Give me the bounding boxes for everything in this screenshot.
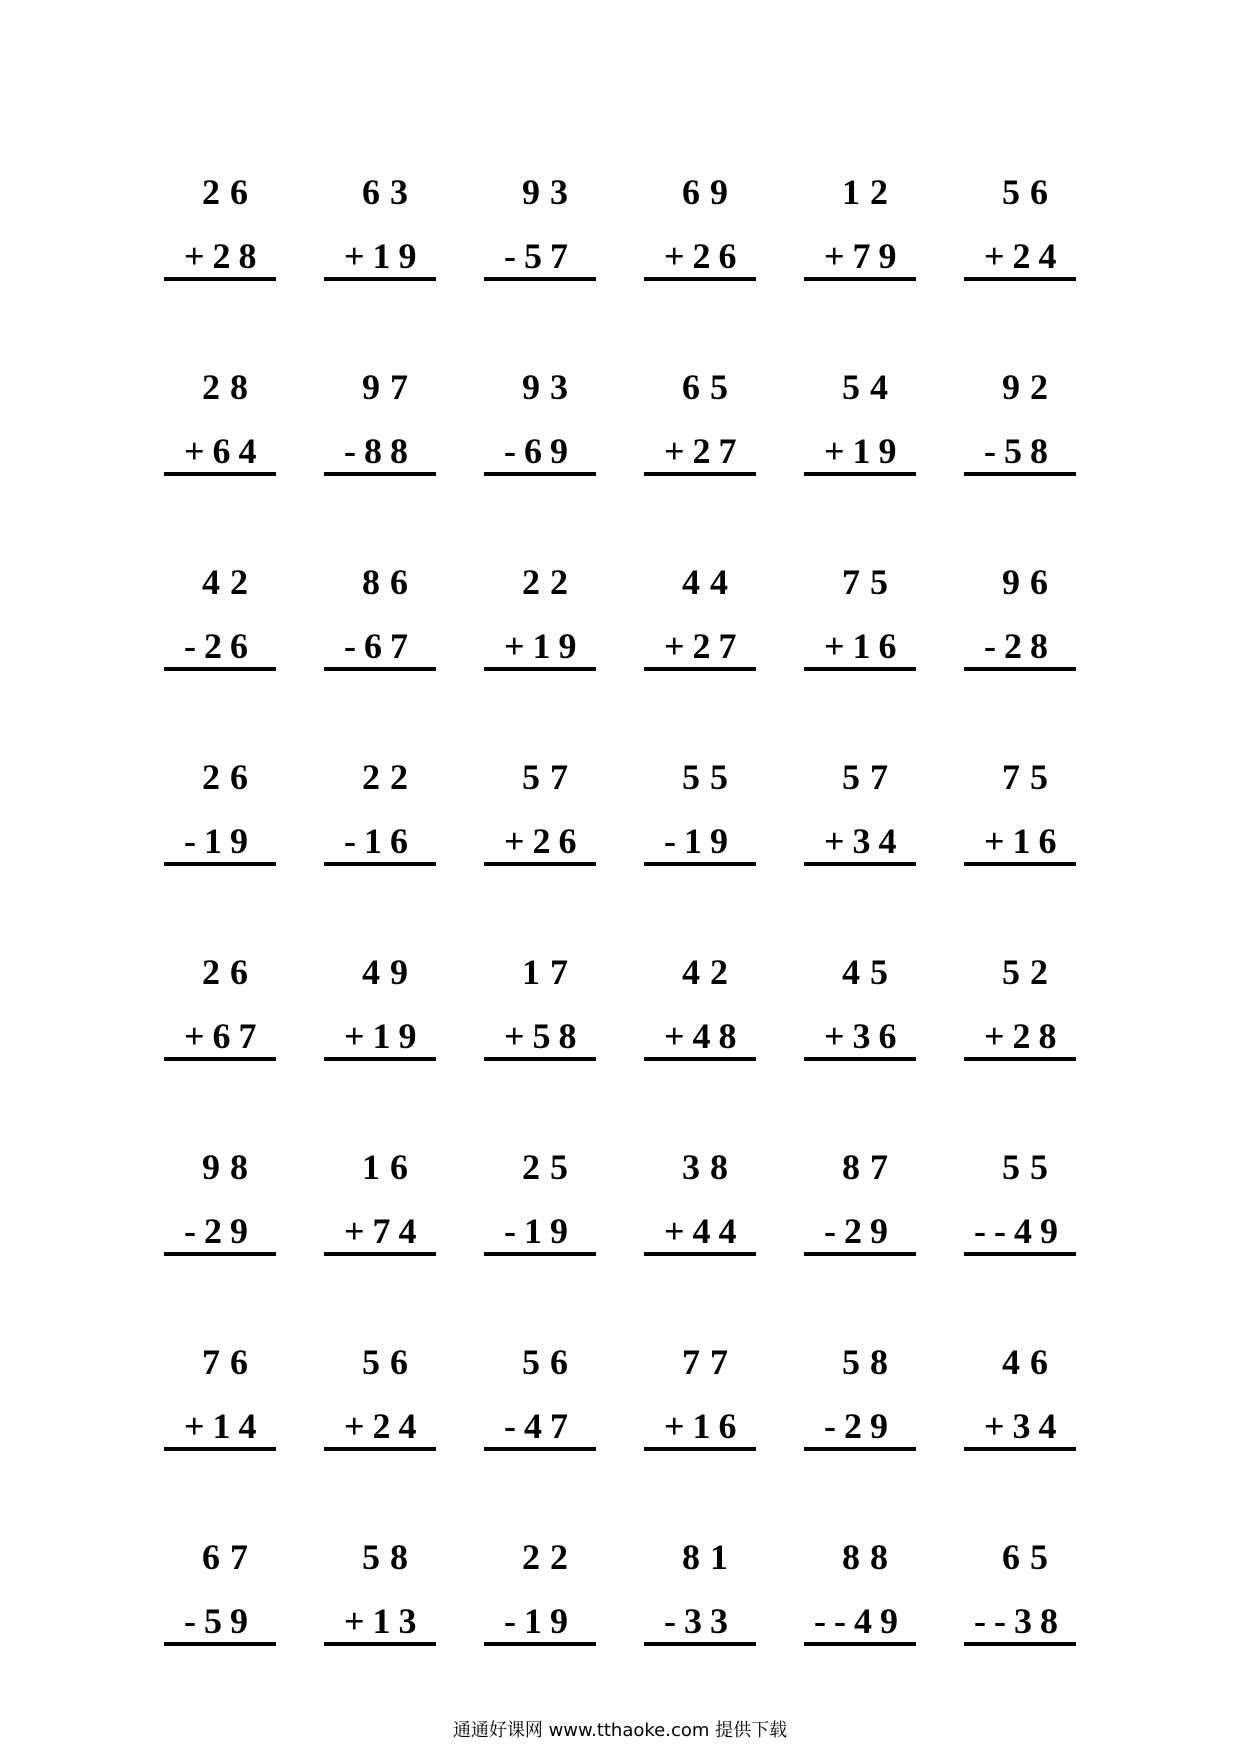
vertical-problem (650, 1537, 800, 1647)
vertical-problem (970, 172, 1120, 282)
answer-line (164, 1642, 276, 1646)
answer-line (324, 862, 436, 866)
bottom-operand: +64 (184, 431, 265, 471)
vertical-problem (650, 562, 800, 672)
top-operand: 56 (522, 1342, 578, 1382)
top-operand: 88 (842, 1537, 898, 1577)
vertical-problem (330, 367, 480, 477)
bottom-operand: -59 (184, 1601, 256, 1641)
bottom-operand: +19 (344, 236, 425, 276)
answer-line (964, 862, 1076, 866)
vertical-problem (170, 562, 320, 672)
answer-line (484, 472, 596, 476)
top-operand: 42 (202, 562, 258, 602)
vertical-problem (650, 1342, 800, 1452)
answer-line (324, 472, 436, 476)
vertical-problem (810, 1147, 960, 1257)
bottom-operand: +48 (664, 1016, 745, 1056)
top-operand: 44 (682, 562, 738, 602)
vertical-problem (330, 1537, 480, 1647)
bottom-operand: -67 (344, 626, 416, 666)
top-operand: 55 (682, 757, 738, 797)
bottom-operand: +58 (504, 1016, 585, 1056)
answer-line (164, 1057, 276, 1061)
top-operand: 96 (1002, 562, 1058, 602)
answer-line (324, 1057, 436, 1061)
vertical-problem (490, 952, 640, 1062)
top-operand: 12 (842, 172, 898, 212)
vertical-problem (970, 562, 1120, 672)
vertical-problem (170, 952, 320, 1062)
vertical-problem (490, 1147, 640, 1257)
top-operand: 52 (1002, 952, 1058, 992)
answer-line (324, 277, 436, 281)
top-operand: 76 (202, 1342, 258, 1382)
bottom-operand: -19 (184, 821, 256, 861)
top-operand: 55 (1002, 1147, 1058, 1187)
answer-line (644, 1447, 756, 1451)
answer-line (324, 1252, 436, 1256)
top-operand: 22 (522, 1537, 578, 1577)
answer-line (484, 1057, 596, 1061)
top-operand: 17 (522, 952, 578, 992)
vertical-problem (970, 1342, 1120, 1452)
bottom-operand: --49 (814, 1601, 906, 1641)
top-operand: 77 (682, 1342, 738, 1382)
vertical-problem (970, 1147, 1120, 1257)
bottom-operand: +67 (184, 1016, 265, 1056)
answer-line (964, 1057, 1076, 1061)
top-operand: 81 (682, 1537, 738, 1577)
bottom-operand: -29 (824, 1406, 896, 1446)
bottom-operand: -26 (184, 626, 256, 666)
bottom-operand: +34 (984, 1406, 1065, 1446)
bottom-operand: +74 (344, 1211, 425, 1251)
answer-line (644, 862, 756, 866)
top-operand: 63 (362, 172, 418, 212)
answer-line (644, 472, 756, 476)
vertical-problem (490, 757, 640, 867)
answer-line (804, 862, 916, 866)
vertical-problem (650, 1147, 800, 1257)
vertical-problem (810, 367, 960, 477)
answer-line (164, 277, 276, 281)
answer-line (964, 1447, 1076, 1451)
answer-line (804, 667, 916, 671)
answer-line (484, 1447, 596, 1451)
vertical-problem (650, 367, 800, 477)
top-operand: 16 (362, 1147, 418, 1187)
top-operand: 86 (362, 562, 418, 602)
top-operand: 38 (682, 1147, 738, 1187)
bottom-operand: +44 (664, 1211, 745, 1251)
top-operand: 57 (842, 757, 898, 797)
top-operand: 65 (682, 367, 738, 407)
bottom-operand: +28 (984, 1016, 1065, 1056)
bottom-operand: -29 (824, 1211, 896, 1251)
bottom-operand: +26 (504, 821, 585, 861)
vertical-problem (170, 1147, 320, 1257)
top-operand: 26 (202, 952, 258, 992)
top-operand: 65 (1002, 1537, 1058, 1577)
answer-line (804, 1447, 916, 1451)
answer-line (164, 1447, 276, 1451)
vertical-problem (170, 1342, 320, 1452)
top-operand: 46 (1002, 1342, 1058, 1382)
bottom-operand: -28 (984, 626, 1056, 666)
answer-line (484, 862, 596, 866)
bottom-operand: -69 (504, 431, 576, 471)
top-operand: 98 (202, 1147, 258, 1187)
bottom-operand: +34 (824, 821, 905, 861)
bottom-operand: +16 (664, 1406, 745, 1446)
bottom-operand: -19 (504, 1601, 576, 1641)
bottom-operand: -88 (344, 431, 416, 471)
answer-line (164, 862, 276, 866)
top-operand: 49 (362, 952, 418, 992)
answer-line (964, 1252, 1076, 1256)
vertical-problem (970, 367, 1120, 477)
answer-line (164, 1252, 276, 1256)
bottom-operand: +79 (824, 236, 905, 276)
bottom-operand: -19 (664, 821, 736, 861)
answer-line (804, 472, 916, 476)
bottom-operand: +24 (984, 236, 1065, 276)
bottom-operand: +19 (504, 626, 585, 666)
bottom-operand: +36 (824, 1016, 905, 1056)
top-operand: 22 (522, 562, 578, 602)
answer-line (164, 472, 276, 476)
top-operand: 58 (842, 1342, 898, 1382)
vertical-problem (490, 172, 640, 282)
bottom-operand: +26 (664, 236, 745, 276)
top-operand: 56 (1002, 172, 1058, 212)
answer-line (804, 277, 916, 281)
answer-line (484, 1252, 596, 1256)
top-operand: 26 (202, 172, 258, 212)
vertical-problem (650, 172, 800, 282)
answer-line (804, 1642, 916, 1646)
answer-line (964, 277, 1076, 281)
bottom-operand: -33 (664, 1601, 736, 1641)
bottom-operand: +16 (824, 626, 905, 666)
bottom-operand: +28 (184, 236, 265, 276)
top-operand: 58 (362, 1537, 418, 1577)
top-operand: 42 (682, 952, 738, 992)
answer-line (324, 1642, 436, 1646)
top-operand: 87 (842, 1147, 898, 1187)
bottom-operand: +14 (184, 1406, 265, 1446)
top-operand: 54 (842, 367, 898, 407)
answer-line (164, 667, 276, 671)
vertical-problem (490, 562, 640, 672)
bottom-operand: +19 (824, 431, 905, 471)
top-operand: 25 (522, 1147, 578, 1187)
bottom-operand: +27 (664, 431, 745, 471)
answer-line (644, 1252, 756, 1256)
top-operand: 56 (362, 1342, 418, 1382)
bottom-operand: +24 (344, 1406, 425, 1446)
vertical-problem (330, 757, 480, 867)
top-operand: 75 (842, 562, 898, 602)
vertical-problem (490, 1537, 640, 1647)
answer-line (644, 277, 756, 281)
vertical-problem (170, 1537, 320, 1647)
vertical-problem (810, 172, 960, 282)
vertical-problem (330, 1342, 480, 1452)
answer-line (644, 1057, 756, 1061)
vertical-problem (330, 952, 480, 1062)
bottom-operand: +19 (344, 1016, 425, 1056)
bottom-operand: -58 (984, 431, 1056, 471)
answer-line (324, 667, 436, 671)
answer-line (484, 277, 596, 281)
bottom-operand: +16 (984, 821, 1065, 861)
vertical-problem (330, 172, 480, 282)
vertical-problem (170, 172, 320, 282)
bottom-operand: -57 (504, 236, 576, 276)
vertical-problem (650, 757, 800, 867)
top-operand: 28 (202, 367, 258, 407)
vertical-problem (970, 952, 1120, 1062)
vertical-problem (170, 367, 320, 477)
vertical-problem (810, 757, 960, 867)
answer-line (964, 667, 1076, 671)
vertical-problem (810, 952, 960, 1062)
vertical-problem (970, 757, 1120, 867)
top-operand: 92 (1002, 367, 1058, 407)
bottom-operand: -16 (344, 821, 416, 861)
bottom-operand: +27 (664, 626, 745, 666)
vertical-problem (810, 1537, 960, 1647)
vertical-problem (490, 1342, 640, 1452)
vertical-problem (650, 952, 800, 1062)
answer-line (964, 1642, 1076, 1646)
answer-line (644, 667, 756, 671)
answer-line (804, 1057, 916, 1061)
vertical-problem (490, 367, 640, 477)
top-operand: 57 (522, 757, 578, 797)
answer-line (804, 1252, 916, 1256)
bottom-operand: -19 (504, 1211, 576, 1251)
top-operand: 22 (362, 757, 418, 797)
vertical-problem (970, 1537, 1120, 1647)
vertical-problem (810, 1342, 960, 1452)
answer-line (644, 1642, 756, 1646)
vertical-problem (330, 562, 480, 672)
top-operand: 45 (842, 952, 898, 992)
vertical-problem (810, 562, 960, 672)
top-operand: 75 (1002, 757, 1058, 797)
answer-line (324, 1447, 436, 1451)
top-operand: 93 (522, 367, 578, 407)
answer-line (964, 472, 1076, 476)
top-operand: 69 (682, 172, 738, 212)
top-operand: 93 (522, 172, 578, 212)
answer-line (484, 1642, 596, 1646)
bottom-operand: -47 (504, 1406, 576, 1446)
bottom-operand: --38 (974, 1601, 1066, 1641)
bottom-operand: +13 (344, 1601, 425, 1641)
top-operand: 67 (202, 1537, 258, 1577)
bottom-operand: -29 (184, 1211, 256, 1251)
vertical-problem (330, 1147, 480, 1257)
top-operand: 97 (362, 367, 418, 407)
bottom-operand: --49 (974, 1211, 1066, 1251)
answer-line (484, 667, 596, 671)
vertical-problem (170, 757, 320, 867)
footer-credit: 通通好课网 www.tthaoke.com 提供下载 (452, 1720, 788, 1741)
top-operand: 26 (202, 757, 258, 797)
